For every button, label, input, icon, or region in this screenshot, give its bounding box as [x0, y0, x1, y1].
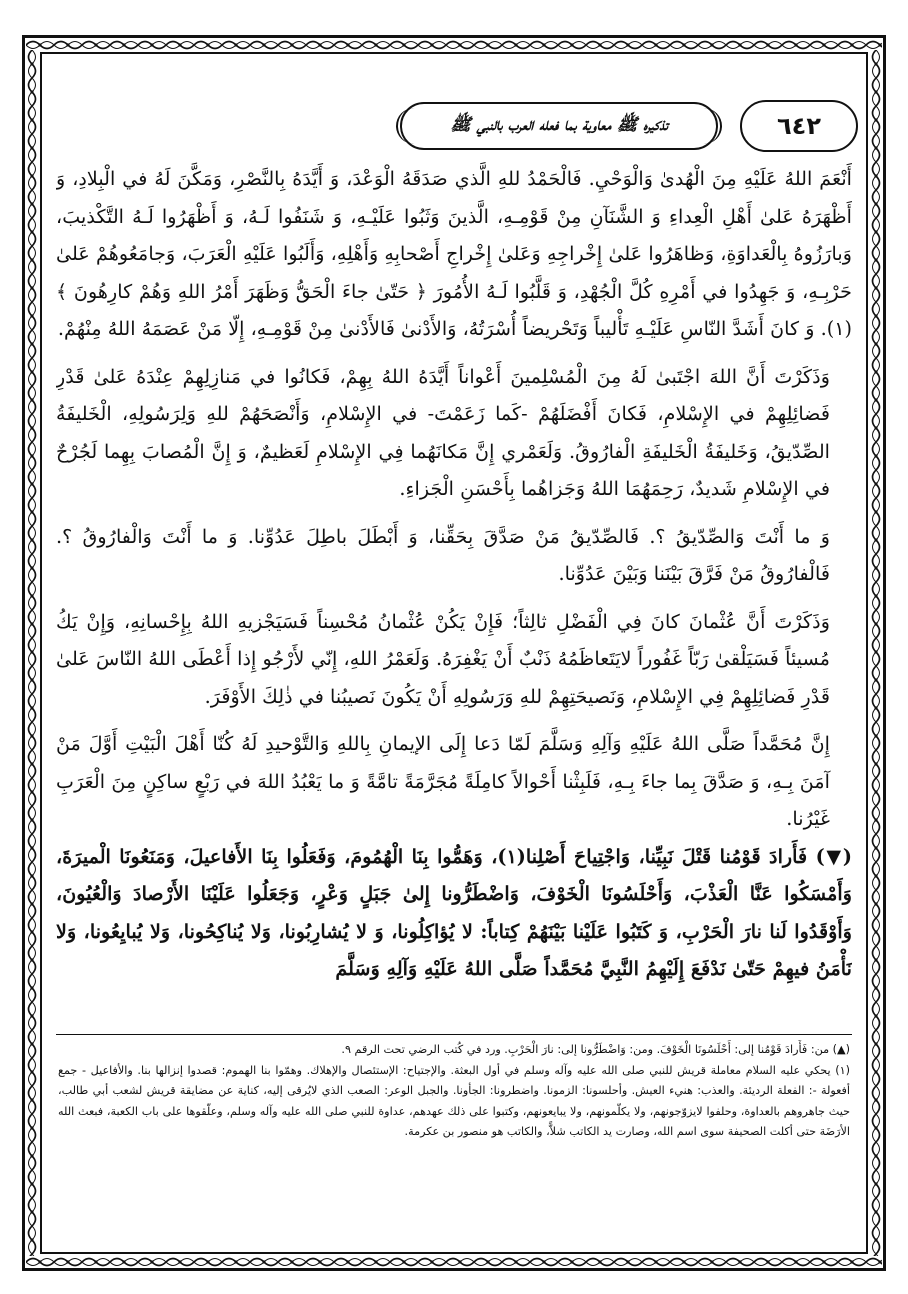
page-number: ٦٤٢ — [740, 100, 858, 152]
footnote-divider — [56, 1034, 852, 1035]
paragraph-6: (▼) فَأَرادَ قَوْمُنا قَتْلَ نَبِيِّنا، وَاجْتِياحَ أَصْلِنا(١)، وَهَمُّوا بِنَا الْهُمُومَ، وَفَعَلُوا بِنَا الأَفاعيلَ، وَمَنَعُونَا الْميرَةَ، وَأَمْسَكُوا عَنَّا الْعَذْبَ، وَأَحْلَسُونَا الْخَوْفَ، وَاضْطَرُّونا إِلىٰ جَبَلٍ وَعْرٍ، وَجَعَلُوا عَلَيْنَا الأَرْصادَ وَالْعُيُونَ، وَأَوْقَدُوا لَنا نارَ الْحَرْبِ، وَ كَتَبُوا عَلَيْنا بَيْنَهُمْ كِتاباً: لا يُؤاكِلُونا، وَ لا يُشارِبُونا، وَلا يُناكِحُونا، وَلا يُبايِعُونا، وَلا نَأْمَنُ فيهِمْ حَتّىٰ نَدْفَعَ إِلَيْهِمُ النَّبِيَّ مُحَمَّداً صَلَّى اللهُ عَلَيْهِ وَآلِهِ وَسَلَّمَ — [56, 844, 852, 980]
paragraph-3: وَ ما أَنْتَ وَالصِّدّيقُ ؟. فَالصِّدّيقُ مَنْ صَدَّقَ بِحَقِّنا، وَ أَبْطَلَ باطِلَ عَدُوِّنا. وَ ما أَنْتَ وَالْفارُوقُ ؟. فَالْفارُوقُ مَنْ فَرَّقَ بَيْنَنا وَبَيْنَ عَدُوِّنا. — [56, 524, 830, 585]
paragraph-2: وَذَكَرْتَ أَنَّ اللهَ اجْتَبىٰ لَهُ مِنَ الْمُسْلِمينَ أَعْواناً أَيَّدَهُ اللهُ بِهِمْ، فَكانُوا في مَنازِلِهِمْ عِنْدَهُ عَلىٰ قَدْرِ فَضائِلِهِمْ في الإِسْلامِ، فَكانَ أَفْضَلَهُمْ -كَما زَعَمْتَ- في الإِسْلامِ، وَأَنْصَحَهُمْ للهِ وَلِرَسُولِهِ، الْخَليفَةُ الصِّدّيقُ، وَخَليفَةُ الْخَليفَةِ الْفارُوقُ. وَلَعَمْري إِنَّ مَكانَهُما فِي الإِسْلامِ لَعَظيمٌ، وَ إِنَّ الْمُصابَ بِهِما لَجُرْحٌ في الإِسْلامِ شَديدٌ، رَحِمَهُمَا اللهُ وَجَزاهُما بِأَحْسَنِ الْجَزاءِ. — [56, 364, 830, 500]
ornament-band-bottom — [26, 1255, 882, 1269]
paragraph-1: أَنْعَمَ اللهُ عَلَيْهِ مِنَ الْهُدىٰ وَالْوَحْيِ. فَالْحَمْدُ للهِ الَّذي صَدَقَهُ الْوَعْدَ، وَ أَيَّدَهُ بِالنَّصْرِ، وَمَكَّنَ لَهُ في الْبِلادِ، وَ أَظْهَرَهُ عَلىٰ أَهْلِ الْعِداءِ وَ الشَّنَآنِ مِنْ قَوْمِـهِ، الَّذينَ وَثَبُوا عَلَيْـهِ، وَ شَنَفُوا لَـهُ، وَ أَظْهَرُوا لَـهُ التَّكْذيبَ، وَبارَزُوهُ بِالْعَداوَةِ، وَظاهَرُوا عَلىٰ إِخْراجِهِ وَعَلىٰ إِخْراجِ أَصْحابِهِ وَأَهْلِهِ، وَأَلَبُوا عَلَيْهِ الْعَرَبَ، وَجامَعُوهُمْ عَلىٰ حَرْبِـهِ، وَ جَهِدُوا في أَمْرِهِ كُلَّ الْجُهْدِ، وَ قَلَّبُوا لَـهُ الأُمُورَ ﴿ حَتّىٰ جاءَ الْحَقُّ وَظَهَرَ أَمْرُ اللهِ وَهُمْ كارِهُونَ ﴾(١). وَ كانَ أَشَدَّ النّاسِ عَلَيْـهِ تَأْليباً وَتَحْريضاً أُسْرَتُهُ، وَالأَدْنىٰ فَالأَدْنىٰ مِنْ قَوْمِـهِ، إِلّا مَنْ عَصَمَهُ اللهُ مِنْهُمْ. — [56, 167, 852, 340]
running-title: تذكيره ﷺ معاوية بما فعله العرب بالنبي ﷺ — [400, 102, 718, 150]
page-header — [52, 100, 858, 152]
footnote-source: (▲) من: فَأَرادَ قَوْمُنا إلى: أَحْلَسُونَا الْخَوْفَ. ومن: وَاضْطَرُّونا إلى: نارَ الْحَرْبِ. ورد في كُتب الرضي تحت الرقم ٩. — [341, 1043, 850, 1056]
main-text — [56, 160, 852, 1006]
footnotes — [58, 1040, 850, 1246]
paragraph-4: وَذَكَرْتَ أَنَّ عُثْمانَ كانَ فِي الْفَضْلِ ثالِثاً؛ فَإِنْ يَكُنْ عُثْمانُ مُحْسِناً فَسَيَجْزيهِ اللهُ بِإِحْسانِهِ، وَإِنْ يَكُ مُسيئاً فَسَيَلْقىٰ رَبّاً غَفُوراً لايَتَعاظَمُهُ ذَنْبٌ أَنْ يَغْفِرَهُ. وَلَعَمْرُ اللهِ، إِنّي لأَرْجُو إِذا أَعْطَى اللهُ النّاسَ عَلىٰ قَدْرِ فَضائِلِهِمْ فِي الإِسْلامِ، وَنَصيحَتِهِمْ للهِ وَرَسُولِهِ أَنْ يَكُونَ نَصيبُنا في ذٰلِكَ الأَوْفَرَ. — [56, 609, 830, 708]
ornament-band-top — [26, 38, 882, 52]
ornament-band-left — [25, 50, 39, 1256]
ornament-band-right — [869, 50, 883, 1256]
footnote-1: (١) يحكي عليه السلام معاملة قريش للنبي صلى الله عليه وآله وسلم في أول البعثة. والإجتياح: الإستئصال والإهلاك. وهمّوا بنا الهموم: قصدوا إنزالها بنا. والأفاعيل - جمع أفعولة -: الفعلة الرديئة. والعذب: هنيء العيش. وأحلسونا: الزمونا. واضطرونا: الجأونا. والجبل الوعر: الصعب الذي لايُرقى إليه، كناية عن مضايقة قريش لشعب أبي طالب، حيث جاهروهم بالعداوة، وحلفوا لايزوّجونهم، ولا يكلّمونهم، ولا يبايعونهم، وكتبوا على ذلك عهدهم، عداوة للنبي صلى الله عليه وآله وسلم، وعلّقوها على باب الكعبة، فبعث الله الأرَضَة حتى أكلت الصحيفة سوى اسم الله، وصارت يد الكاتب شلاًّ، والكاتب هو منصور بن عكرمة. — [58, 1063, 850, 1138]
paragraph-5: إِنَّ مُحَمَّداً صَلَّى اللهُ عَلَيْهِ وَآلِهِ وَسَلَّمَ لَمّا دَعا إِلَى الإيمانِ بِاللهِ وَالتَّوْحيدِ لَهُ كُنّا أَهْلَ الْبَيْتِ أَوَّلَ مَنْ آمَنَ بِـهِ، وَ صَدَّقَ بِما جاءَ بِـهِ، فَلَبِثْنا أَحْوالاً كامِلَةً مُجَرَّمَةً تامَّةً وَ ما يَعْبُدُ اللهَ في رَبْعٍ ساكِنٍ مِنَ الْعَرَبِ غَيْرُنا. — [56, 732, 830, 830]
